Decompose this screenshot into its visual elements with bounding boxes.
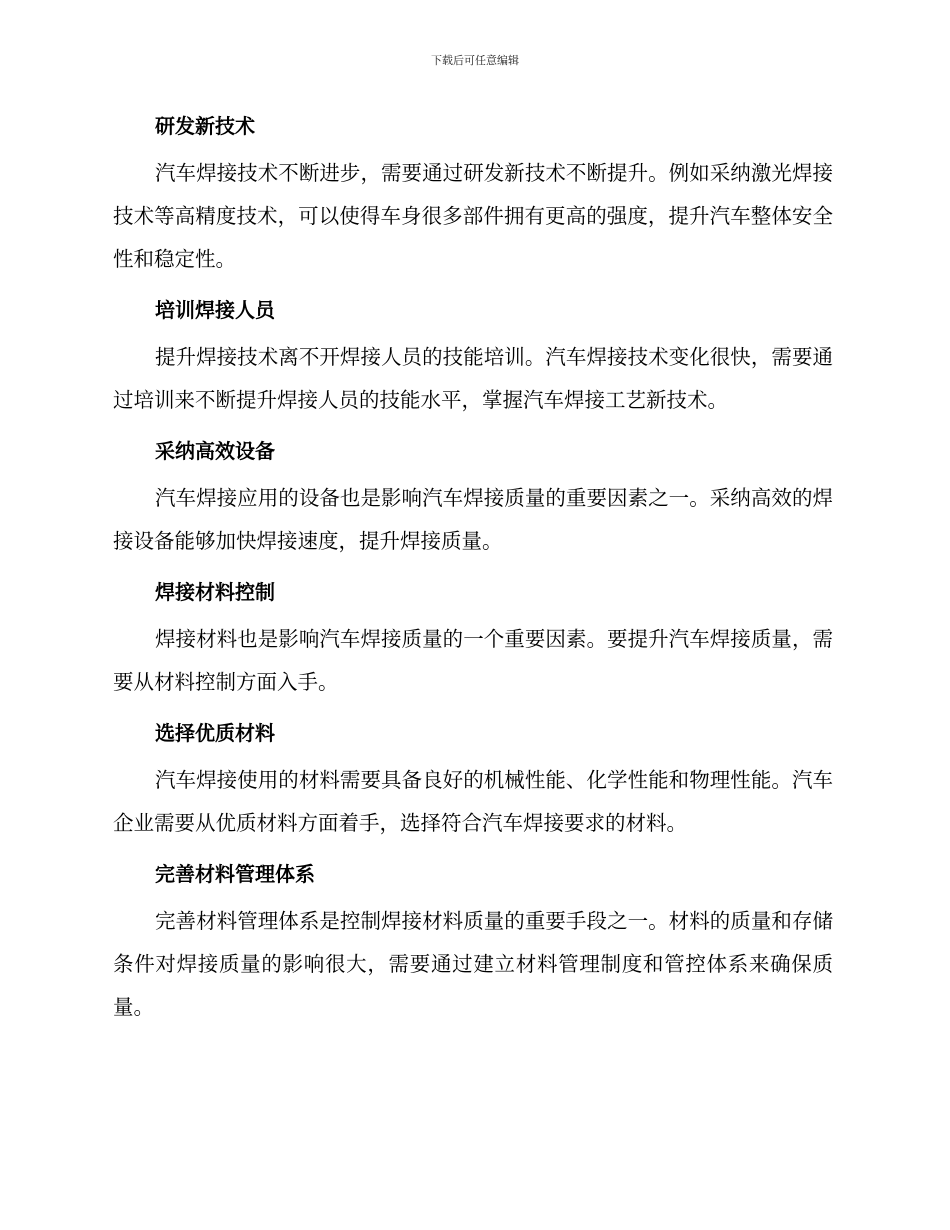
section-paragraph: 提升焊接技术离不开焊接人员的技能培训。汽车焊接技术变化很快，需要通过培训来不断提升焊接人员的技能水平，掌握汽车焊接工艺新技术。 xyxy=(113,345,833,412)
section-efficient-equipment xyxy=(113,435,833,563)
section-heading: 完善材料管理体系 xyxy=(155,862,315,886)
document-body xyxy=(113,110,833,1042)
section-paragraph: 汽车焊接使用的材料需要具备良好的机械性能、化学性能和物理性能。汽车企业需要从优质材料方面着手，选择符合汽车焊接要求的材料。 xyxy=(113,768,833,835)
section-train-welders xyxy=(113,294,833,422)
section-rd-new-tech xyxy=(113,110,833,281)
section-heading: 研发新技术 xyxy=(155,114,255,138)
section-heading: 培训焊接人员 xyxy=(155,298,275,322)
section-paragraph: 焊接材料也是影响汽车焊接质量的一个重要因素。要提升汽车焊接质量，需要从材料控制方面入手。 xyxy=(113,627,833,694)
section-paragraph: 汽车焊接技术不断进步，需要通过研发新技术不断提升。例如采纳激光焊接技术等高精度技术，可以使得车身很多部件拥有更高的强度，提升汽车整体安全性和稳定性。 xyxy=(113,161,833,271)
section-material-management xyxy=(113,858,833,1029)
section-material-control xyxy=(113,576,833,704)
section-heading: 选择优质材料 xyxy=(155,721,275,745)
section-heading: 焊接材料控制 xyxy=(155,580,275,604)
page-header: 下载后可任意编辑 xyxy=(431,54,519,67)
section-heading: 采纳高效设备 xyxy=(155,439,275,463)
section-paragraph: 完善材料管理体系是控制焊接材料质量的重要手段之一。材料的质量和存储条件对焊接质量的影响很大，需要通过建立材料管理制度和管控体系来确保质量。 xyxy=(113,909,833,1019)
section-quality-materials xyxy=(113,717,833,845)
section-paragraph: 汽车焊接应用的设备也是影响汽车焊接质量的重要因素之一。采纳高效的焊接设备能够加快焊接速度，提升焊接质量。 xyxy=(113,486,833,553)
